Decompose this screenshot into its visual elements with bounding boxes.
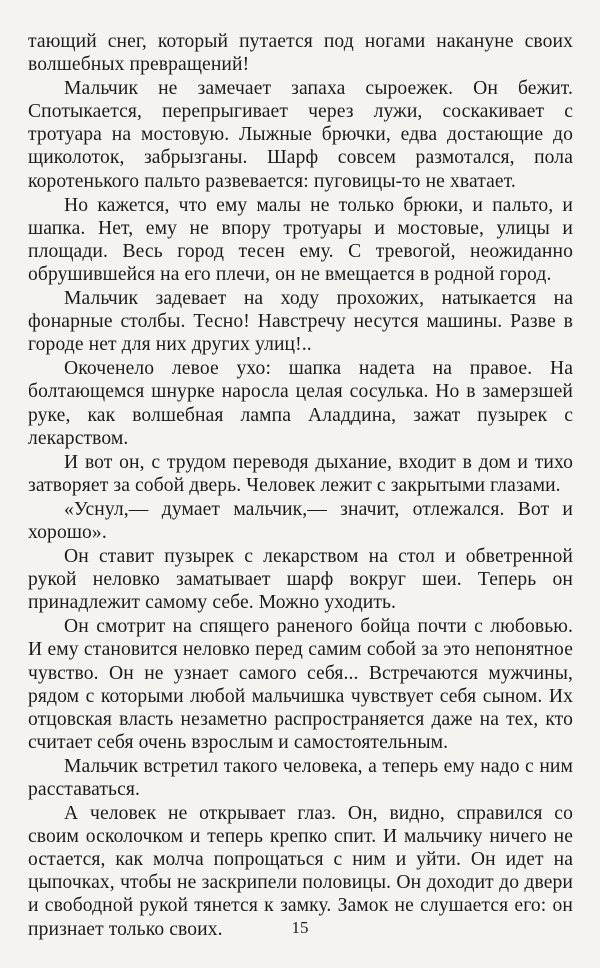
paragraph: тающий снег, который путается под ногами накануне своих волшебных превращений! (28, 31, 573, 76)
paragraph: А человек не открывает глаз. Он, видно, справился со своим осколочком и теперь крепко спит. И мальчику ничего не остается, как молча попрощаться с ним и уйти. Он идет на цыпочках, чтобы не заскрипели половицы. Он доходит до двери и свободной рукой тянется к замку. Замок не слушается его: он признает только своих. (28, 803, 573, 940)
paragraph: Мальчик задевает на ходу прохожих, натыкается на фонарные столбы. Тесно! Навстречу несутся машины. Разве в городе нет для них других улиц!.. (28, 288, 573, 356)
paragraph: Но кажется, что ему малы не только брюки, и пальто, и шапка. Нет, ему не впору тротуары и мостовые, улицы и площади. Весь город тесен ему. С тревогой, неожиданно обрушившейся на его плечи, он не вмещается в родной город. (28, 194, 573, 285)
paragraph: «Уснул,— думает мальчик,— значит, отлежался. Вот и хорошо». (28, 498, 573, 543)
paragraph: Мальчик встретил такого человека, а теперь ему надо с ним расставаться. (28, 755, 573, 800)
paragraph: И вот он, с трудом переводя дыхание, входит в дом и тихо затворяет за собой дверь. Человек лежит с закрытыми глазами. (28, 451, 573, 496)
paragraph: Он смотрит на спящего раненого бойца почти с любовью. И ему становится неловко перед самим собой за это непонятное чувство. Он не узнает самого себя... Встречаются мужчины, рядом с которыми любой мальчишка чувствует себя сыном. Их отцовская власть незаметно распространяется даже на тех, кто считает себя очень взрослым и самостоятельным. (28, 616, 573, 753)
book-page-text (28, 30, 573, 942)
paragraph: Окоченело левое ухо: шапка надета на правое. На болтающемся шнурке наросла целая сосулька. Но в замерзшей руке, как волшебная лампа Аладдина, зажат пузырек с лекарством. (28, 358, 573, 449)
paragraph: Мальчик не замечает запаха сыроежек. Он бежит. Спотыкается, перепрыгивает через лужи, соскакивает с тротуара на мостовую. Лыжные брючки, едва достающие до щиколоток, забрызганы. Шарф совсем размотался, пола коротенького пальто развевается: пуговицы-то не хватает. (28, 78, 573, 192)
paragraph: Он ставит пузырек с лекарством на стол и обветренной рукой неловко заматывает шарф вокруг шеи. Теперь он принадлежит самому себе. Можно уходить. (28, 546, 573, 614)
page-number: 15 (291, 918, 309, 937)
